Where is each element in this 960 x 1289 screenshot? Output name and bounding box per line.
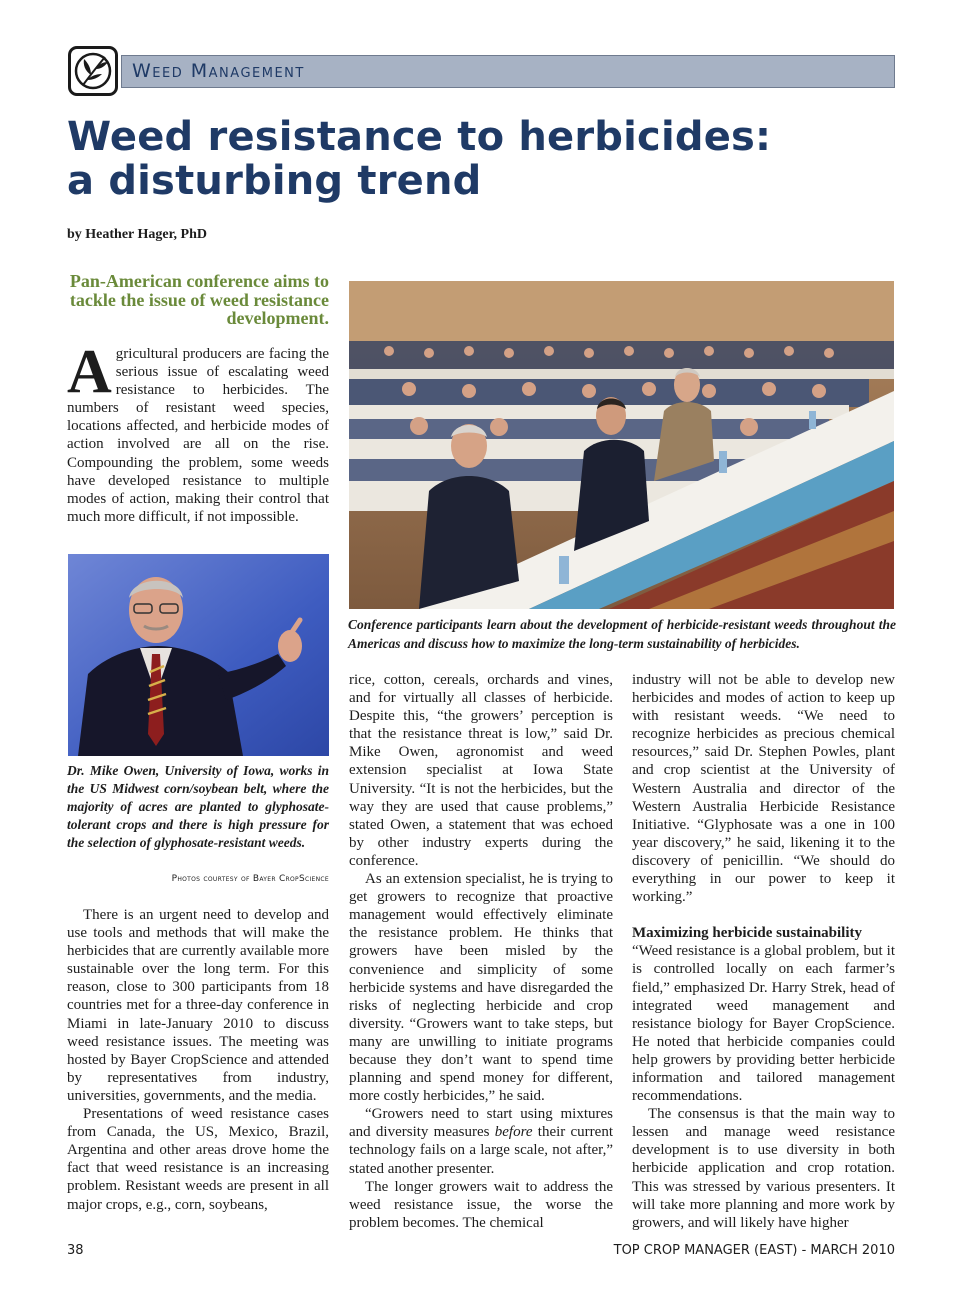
column-1: [67, 906, 329, 1214]
speaker-photo-caption: Dr. Mike Owen, University of Iowa, works in the US Midwest corn/soybean belt, where the majority of acres are planted to glyphosate-tolerant crops and there is high pressure for the selection of glyphosate-resistant weeds.: [67, 763, 329, 850]
publication-footer: TOP CROP MANAGER (EAST) - MARCH 2010: [613, 1243, 895, 1258]
col1-paragraph-1: There is an urgent need to develop and use tools and methods that will make the herbicides that are currently available more sustainable over the long term. For this reason, close to 300 participants from 18 countries met for a three-day conference in Miami in late-January 2010 to discuss weed resistance issues. The meeting was hosted by Bayer CropScience and attended by representatives from industry, universities, governments, and the media.: [67, 907, 329, 1104]
column-3: [632, 671, 895, 1232]
section-header-bar: [121, 55, 895, 88]
speaker-photo: [68, 554, 329, 756]
col2-p3-text-b: their current technology fails on a large scale, not after,” stated another presenter.: [349, 1124, 613, 1177]
section-label: Weed Management: [132, 60, 305, 82]
conference-photo: [349, 281, 894, 609]
col2-p3-emphasis: before: [494, 1124, 533, 1141]
section-logo: [68, 46, 118, 96]
column-2: [349, 671, 613, 1232]
wheat-stalk-icon: [71, 49, 115, 93]
title-line-1: Weed resistance to herbicides:: [67, 114, 772, 160]
col3-subhead: Maximizing herbicide sustainability: [632, 925, 863, 942]
col1-paragraph-2: Presentations of weed resistance cases from Canada, the US, Mexico, Brazil, Argentina and other areas drove home the fact that weed resistance is an increasing problem. Resistant weeds are present in all major crops, e.g., corn, soybeans,: [67, 1106, 329, 1213]
photo-credit: Photos courtesy of Bayer CropScience: [171, 874, 329, 884]
article-title: [67, 115, 887, 203]
title-line-2: a disturbing trend: [67, 158, 482, 204]
intro-paragraph: [67, 338, 329, 526]
col2-paragraph-4: The longer growers wait to address the weed resistance issue, the worse the problem becomes. The chemical: [349, 1178, 613, 1231]
article-deck: Pan-American conference aims to tackle the issue of weed resistance development.: [69, 271, 329, 328]
page-number: 38: [67, 1243, 84, 1258]
col2-paragraph-3: [349, 1105, 613, 1177]
conference-photo-caption: Conference participants learn about the development of herbicide-resistant weeds throughout the Americas and discuss how to maximize the long-term sustainability of herbicides.: [348, 617, 896, 651]
col2-p3-text-a: “Growers need to start using mixtures and diversity measures: [349, 1106, 613, 1141]
byline: by Heather Hager, PhD: [67, 227, 207, 242]
intro-text: gricultural producers are facing the serious issue of escalating weed resistance to herbicides. The numbers of resistant weed species, locations affected, and herbicide modes of action involved are all on the rise. Compounding the problem, some weeds have developed resistance to multiple modes of action, making their control that much more difficult, if not impossible.: [67, 346, 329, 525]
col3-paragraph-2: “Weed resistance is a global problem, but it is controlled locally on each farmer’s field,” emphasized Dr. Harry Strek, head of integrated weed management and resistance biology for Bayer CropScience. He noted that herbicide companies could help growers by providing better herbicide information and tailored management recommendations.: [632, 943, 895, 1105]
col2-paragraph-1: rice, cotton, cereals, orchards and vines, and for virtually all classes of herbicide. Despite this, “the growers’ perception is that the resistance threat is low,” said Dr. Mike Owen, agronomist and weed extension specialist at Iowa State University. “It is not the herbicides, but the way they are used that cause problems,” stated Owen, a statement that was echoed by other industry experts during the conference.: [349, 672, 613, 869]
col3-paragraph-1: industry will not be able to develop new herbicides and modes of action to keep up with resistant weeds. “We need to recognize herbicides as precious chemical resources,” said Dr. Stephen Powles, plant and crop scientist at the University of Western Australia and director of the Western Australia Herbicide Resistance Initiative. “Glyphosate was a one in 100 year discovery,” he said, likening it to the discovery of penicillin. “We should do everything in our power to keep it working.”: [632, 672, 895, 906]
drop-cap: A: [67, 338, 112, 406]
col2-paragraph-2: As an extension specialist, he is trying to get growers to recognize that proactive management would effectively eliminate the resistance problem. He thinks that growers have been misled by the convenience and simplicity of some herbicide systems and have disregarded the risks of neglecting herbicide and crop diversity. “Growers want to take steps, but many are unwilling to initiate programs because they don’t want to spend time planning and spend money for different, more costly herbicides,” he said.: [349, 871, 613, 1105]
col3-paragraph-3: The consensus is that the main way to lessen and manage weed resistance development is to use diversity in both herbicide application and crop rotation. This was stressed by various presenters. It will take more planning and more work by growers, and will likely have higher: [632, 1106, 895, 1231]
